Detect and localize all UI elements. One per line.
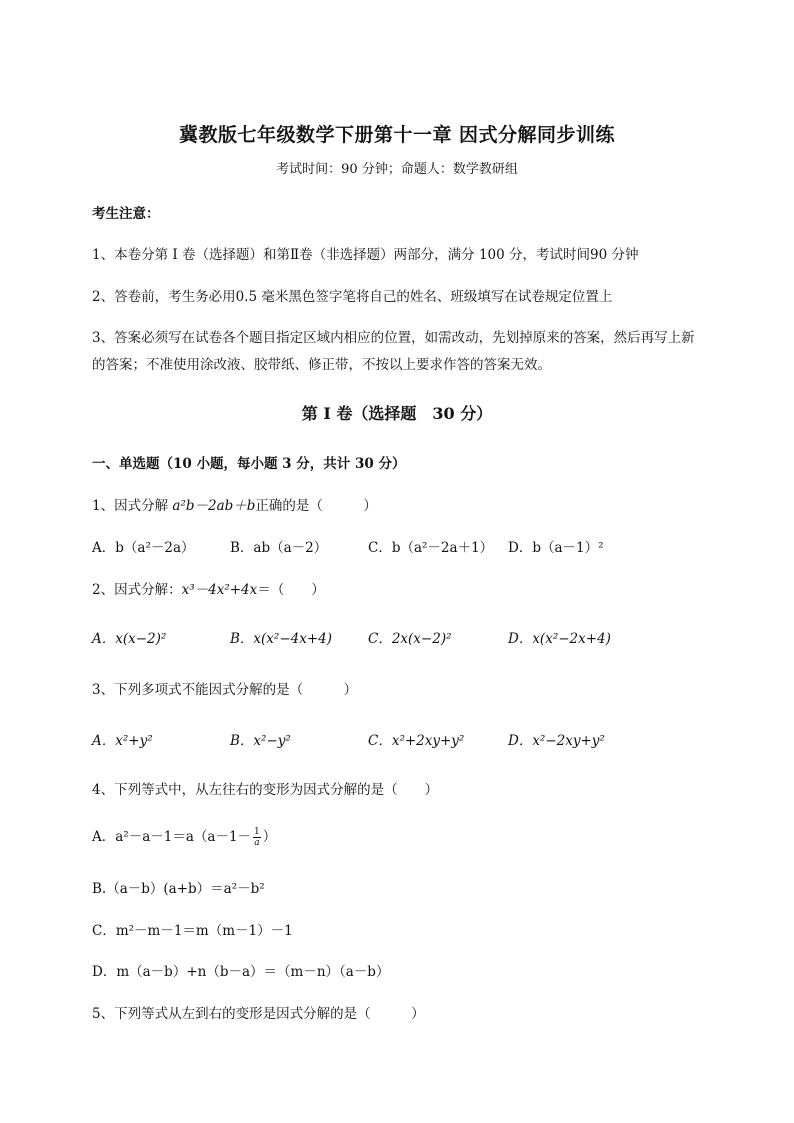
question-1-suffix: 正确的是（ ）: [255, 498, 377, 514]
question-1-prefix: 1、因式分解: [92, 498, 173, 514]
question-5-stem: 5、下列等式从左到右的变形是因式分解的是（ ）: [92, 1006, 425, 1022]
question-1-option-a: A．b（a²－2a）: [92, 540, 195, 556]
question-2-expression: x³－4x²+4x: [181, 582, 258, 598]
question-2-option-b: B．x(x²−4x+4): [230, 631, 333, 647]
question-1-option-d: D．b（a－1）²: [508, 540, 604, 556]
fraction-numerator: 1: [254, 827, 260, 837]
question-3-option-c: C．x²+2xy+y²: [368, 733, 465, 749]
question-4-option-c: C．m²－m－1＝m（m－1）－1: [92, 923, 293, 939]
question-4-stem: 4、下列等式中，从左往右的变形为因式分解的是（ ）: [92, 782, 439, 798]
notice-item-2: 2、答卷前，考生务必用0.5 毫米黑色签字笔将自己的姓名、班级填写在试卷规定位置上: [92, 289, 613, 305]
question-2-option-d: D．x(x²−2x+4): [508, 631, 611, 647]
question-4-option-d: D．m（a－b）+n（b－a）＝（m－n）（a－b）: [92, 964, 390, 980]
question-1-expression: a²b－2ab＋b: [172, 498, 256, 514]
question-2-suffix: ＝（ ）: [257, 582, 325, 598]
question-2-option-a: A．x(x−2)²: [92, 631, 167, 647]
exam-subtitle: 考试时间：90 分钟；命题人：数学教研组: [276, 162, 518, 177]
question-1-option-c: C．b（a²－2a＋1）: [368, 540, 494, 556]
question-1-stem: [92, 494, 752, 514]
question-4-option-b: B.（a－b）(a+b）＝a²－b²: [92, 881, 265, 897]
notice-item-3-line-2: 的答案；不准使用涂改液、胶带纸、修正带，不按以上要求作答的答案无效。: [92, 357, 551, 373]
fraction-denominator: a: [254, 838, 260, 848]
question-1-option-b: B．ab（a－2）: [230, 540, 328, 556]
question-4-option-a-end: ）: [262, 829, 277, 845]
question-3-option-d: D．x²−2xy+y²: [508, 733, 605, 749]
fraction: [253, 827, 261, 848]
question-2-option-c: C．2x(x−2)²: [368, 631, 452, 647]
notice-item-3-line-1: 3、答案必须写在试卷各个题目指定区域内相应的位置，如需改动，先划掉原来的答案，然后再写上新: [92, 330, 695, 346]
question-4-option-a: [92, 825, 276, 848]
section-title: 第 I 卷（选择题 30 分）: [301, 404, 493, 423]
notice-heading: 考生注意：: [92, 206, 160, 222]
question-3-option-b: B．x²−y²: [230, 733, 291, 749]
question-3-option-a: A．x²+y²: [92, 733, 153, 749]
part-heading: 一、单选题（10 小题，每小题 3 分，共计 30 分）: [92, 456, 406, 472]
notice-item-1: 1、本卷分第 I 卷（选择题）和第Ⅱ卷（非选择题）两部分，满分 100 分，考试时间90 分钟: [92, 247, 639, 263]
page-title: 冀教版七年级数学下册第十一章 因式分解同步训练: [178, 124, 616, 146]
question-2-prefix: 2、因式分解：: [92, 582, 182, 598]
question-4-option-a-lhs: A．a²－a－1＝a（a－1－: [92, 829, 252, 845]
question-2-stem: [92, 578, 752, 598]
question-3-stem: 3、下列多项式不能因式分解的是（ ）: [92, 682, 358, 698]
